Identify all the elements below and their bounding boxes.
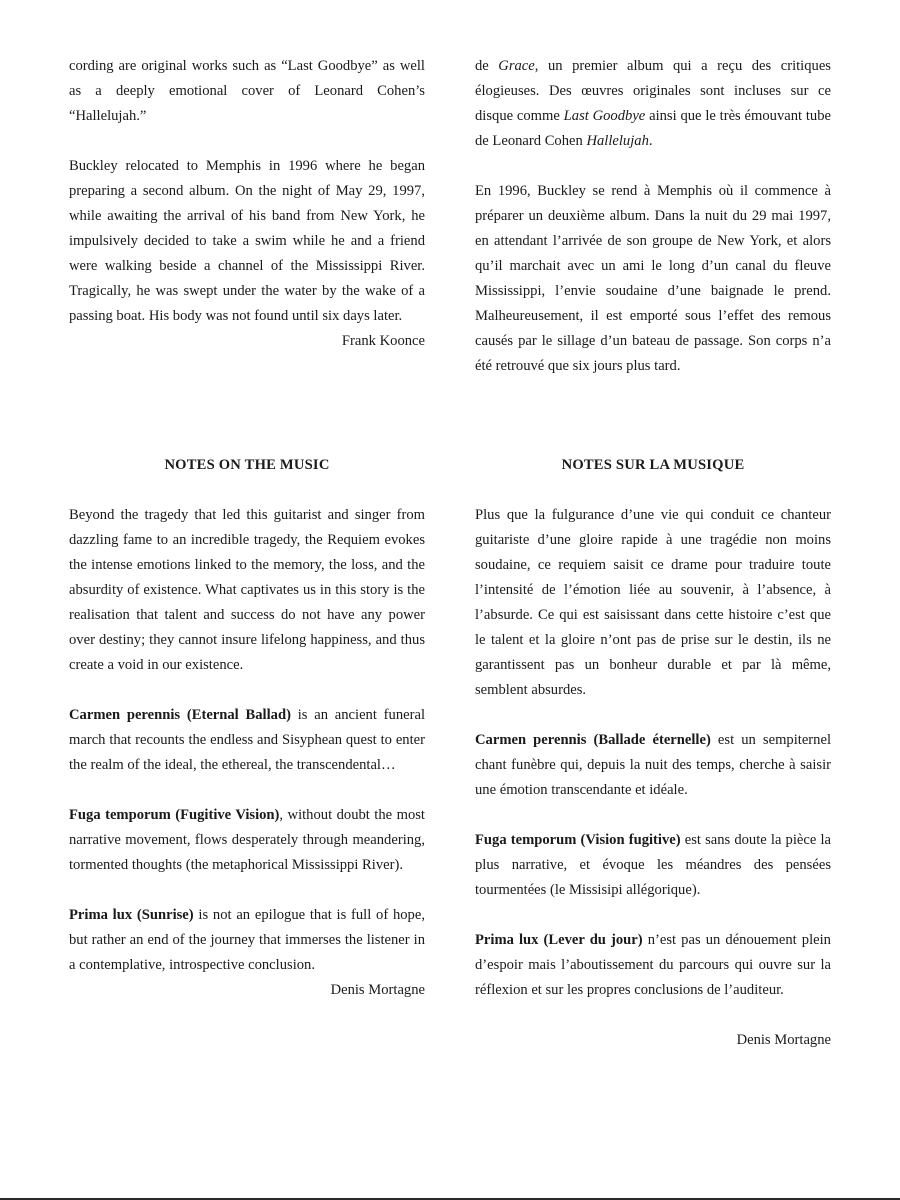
english-bio-paragraph-2: Buckley relocated to Memphis in 1996 where he began preparing a second album. On the night of May 29, 1997, while awaiting the arrival of his band from New York, he impulsively decided to take a swim while he and a friend were walking beside a channel of the Mississippi River. Tragically, he was swept under the water by the wake of a passing boat. His body was not found until six days later. xyxy=(69,158,425,324)
english-notes-column xyxy=(69,453,425,1003)
movement-2-title-fr: Fuga temporum (Vision fugitive) xyxy=(475,832,681,848)
english-notes-intro: Beyond the tragedy that led this guitarist and singer from dazzling fame to an incredible tragedy, the Requiem evokes the intense emotions linked to the memory, the loss, and the absurdity of existence. What captivates us in this story is the realisation that talent and success do not have any power over destiny; they cannot insure lifelong happiness, and thus create a void in our existence. xyxy=(69,507,425,673)
english-biography-column xyxy=(69,54,425,354)
song-title-hallelujah: Hallelujah xyxy=(586,133,649,149)
movement-1-title-fr: Carmen perennis (Ballade éternelle) xyxy=(475,732,711,748)
english-bio-signature: Frank Koonce xyxy=(341,333,425,349)
album-title-grace: Grace xyxy=(498,58,535,74)
french-movement-2: Fuga temporum (Vision fugitive) est sans doute la pièce la plus narrative, et évoque les méandres des pensées tourmentées (le Missisipi allégorique). xyxy=(475,832,831,898)
movement-3-title-fr: Prima lux (Lever du jour) xyxy=(475,932,643,948)
song-title-last-goodbye: Last Goodbye xyxy=(563,108,646,124)
english-movement-1: Carmen perennis (Eternal Ballad) is an ancient funeral march that recounts the endless and Sisyphean quest to enter the realm of the ideal, the ethereal, the transcendental… xyxy=(69,707,425,773)
french-bio-paragraph-2: En 1996, Buckley se rend à Memphis où il commence à préparer un deuxième album. Dans la nuit du 29 mai 1997, en attendant l’arrivée de son groupe de New York, et alors qu’il marchait avec un ami le long d’un canal du fleuve Mississippi, l’envie soudaine d’une baignade le prend. Malheureusement, il est emporté sous l’effet des remous causés par le sillage d’un bateau de passage. Son corps n’a été retrouvé que six jours plus tard. xyxy=(475,183,831,374)
french-movement-3: Prima lux (Lever du jour) n’est pas un dénouement plein d’espoir mais l’aboutissement du parcours qui ouvre sur la réflexion et sur les propres conclusions de l’auditeur. xyxy=(475,932,831,998)
french-biography-column xyxy=(475,54,831,379)
french-movement-1: Carmen perennis (Ballade éternelle) est un sempiternel chant funèbre qui, depuis la nuit des temps, cherche à saisir une émotion transcendante et idéale. xyxy=(475,732,831,798)
english-bio-paragraph-1: cording are original works such as “Last Goodbye” as well as a deeply emotional cover of Leonard Cohen’s “Hallelujah.” xyxy=(69,58,425,124)
movement-3-title: Prima lux (Sunrise) xyxy=(69,907,194,923)
english-notes-heading: NOTES ON THE MUSIC xyxy=(164,457,330,473)
french-notes-column xyxy=(475,453,831,1053)
french-notes-heading: NOTES SUR LA MUSIQUE xyxy=(561,457,745,473)
movement-1-title: Carmen perennis (Eternal Ballad) xyxy=(69,707,291,723)
french-notes-intro: Plus que la fulgurance d’une vie qui conduit ce chanteur guitariste d’une gloire rapide à une tragédie non moins soudaine, ce requiem saisit ce drame pour traduire toute l’intensité de l’émotion liée au souvenir, à l’absence, à l’absurde. Ce qui est saisissant dans cette histoire c’est que le talent et la gloire n’ont pas de prise sur le destin, ils ne garantissent pas un bonheur durable et par là même, semblent absurdes. xyxy=(475,507,831,698)
english-notes-signature: Denis Mortagne xyxy=(330,982,425,998)
english-movement-2: Fuga temporum (Fugitive Vision), without doubt the most narrative movement, flows desperately through meandering, tormented thoughts (the metaphorical Mississippi River). xyxy=(69,807,425,873)
english-movement-3: Prima lux (Sunrise) is not an epilogue that is full of hope, but rather an end of the journey that immerses the listener in a contemplative, introspective conclusion. xyxy=(69,907,425,973)
french-bio-paragraph-1: de Grace, un premier album qui a reçu des critiques élogieuses. Des œuvres originales sont incluses sur ce disque comme Last Goodbye ainsi que le très émouvant tube de Leonard Cohen Hallelujah. xyxy=(475,58,831,149)
movement-2-title: Fuga temporum (Fugitive Vision) xyxy=(69,807,280,823)
french-notes-signature: Denis Mortagne xyxy=(736,1032,831,1048)
